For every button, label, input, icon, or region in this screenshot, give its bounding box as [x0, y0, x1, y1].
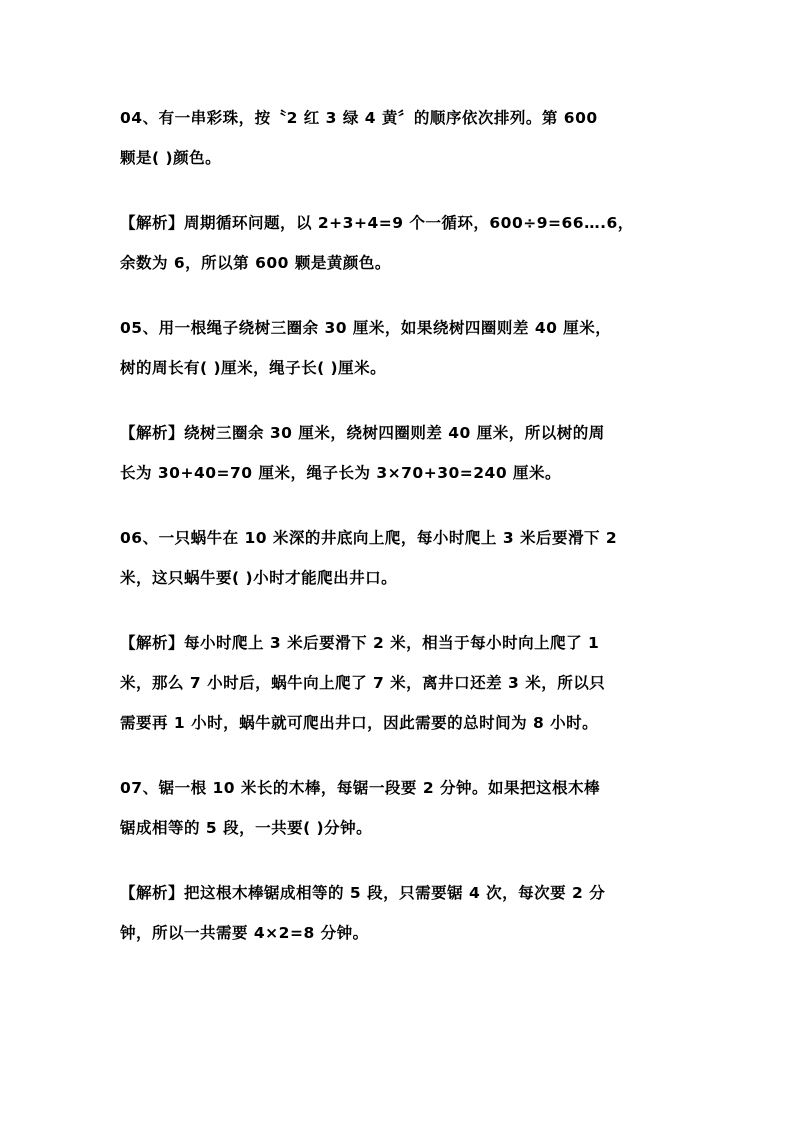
answer-06-line-3: 需要再 1 小时，蜗牛就可爬出井口，因此需要的总时间为 8 小时。 — [120, 714, 599, 732]
answer-04-line-1: 【解析】周期循环问题，以 2+3+4=9 个一循环，600÷9=66….6， — [120, 214, 634, 232]
answer-05-line-2: 长为 30+40=70 厘米，绳子长为 3×70+30=240 厘米。 — [120, 464, 562, 482]
question-04-line-2: 颗是( )颜色。 — [120, 149, 222, 167]
answer-07-line-1: 【解析】把这根木棒锯成相等的 5 段，只需要锯 4 次，每次要 2 分 — [120, 884, 606, 902]
question-07-line-2: 锯成相等的 5 段，一共要( )分钟。 — [120, 819, 373, 837]
question-06-line-2: 米，这只蜗牛要( )小时才能爬出井口。 — [120, 569, 398, 587]
question-04-line-1: 04、有一串彩珠，按〝2 红 3 绿 4 黄〞的顺序依次排列。第 600 — [120, 109, 598, 127]
answer-05-line-1: 【解析】绕树三圈余 30 厘米，绕树四圈则差 40 厘米，所以树的周 — [120, 424, 605, 442]
answer-07-line-2: 钟，所以一共需要 4×2=8 分钟。 — [120, 924, 369, 942]
answer-04 — [120, 203, 680, 283]
question-04 — [120, 98, 680, 178]
question-07-line-1: 07、锯一根 10 米长的木棒，每锯一段要 2 分钟。如果把这根木棒 — [120, 779, 601, 797]
question-06 — [120, 518, 680, 598]
question-05-line-2: 树的周长有( )厘米，绳子长( )厘米。 — [120, 359, 387, 377]
answer-06 — [120, 623, 680, 743]
answer-06-line-1: 【解析】每小时爬上 3 米后要滑下 2 米，相当于每小时向上爬了 1 — [120, 634, 600, 652]
answer-04-line-2: 余数为 6，所以第 600 颗是黄颜色。 — [120, 254, 391, 272]
document-page — [120, 98, 680, 978]
answer-05 — [120, 413, 680, 493]
answer-06-line-2: 米，那么 7 小时后，蜗牛向上爬了 7 米，离井口还差 3 米，所以只 — [120, 674, 606, 692]
question-07 — [120, 768, 680, 848]
question-05 — [120, 308, 680, 388]
question-06-line-1: 06、一只蜗牛在 10 米深的井底向上爬，每小时爬上 3 米后要滑下 2 — [120, 529, 618, 547]
question-05-line-1: 05、用一根绳子绕树三圈余 30 厘米，如果绕树四圈则差 40 厘米， — [120, 319, 612, 337]
answer-07 — [120, 873, 680, 953]
